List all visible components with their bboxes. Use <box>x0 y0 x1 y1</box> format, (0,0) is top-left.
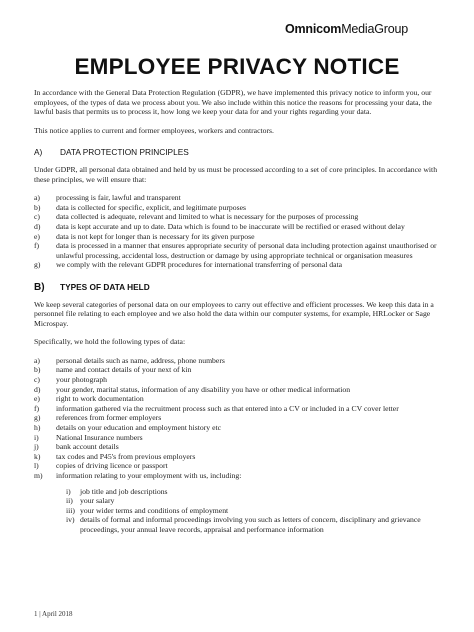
list-item: m) information relating to your employment with us, including: i) job title and job descriptions ii) your salary iii) your wider terms and conditions of employment iv) details of formal and informal proceedings involving you such as letters of concern, disciplinary and grievance proceedings, your annual leave records, appraisal and performance information <box>34 471 444 535</box>
list-item: i) National Insurance numbers <box>34 432 143 442</box>
list-item: c) your photograph <box>34 375 108 385</box>
list-item: d) your gender, marital status, information of any disability you have or other medical information <box>34 384 351 394</box>
list-item: a) processing is fair, lawful and transparent <box>34 193 181 203</box>
section-a-text: Under GDPR, all personal data obtained and held by us must be processed according to a set of core principles. In accordance with these principles, we will ensure that: <box>34 164 438 184</box>
list-item: k) tax codes and P45's from previous employers <box>34 451 196 461</box>
list-item: e) data is not kept for longer than is necessary for its given purpose <box>34 231 255 241</box>
logo-regular-text: MediaGroup <box>341 22 408 36</box>
section-b-lead: Specifically, we hold the following types of data: <box>34 337 186 347</box>
employment-info-sublist <box>66 487 444 535</box>
sublist-item: iii) your wider terms and conditions of employment <box>66 505 229 515</box>
list-item: g) we comply with the relevant GDPR procedures for international transferring of personal data <box>34 260 343 270</box>
list-item: g) references from former employers <box>34 413 162 423</box>
document-body <box>34 88 444 543</box>
sublist-item: i) job title and job descriptions <box>66 486 168 496</box>
section-a-heading <box>34 148 444 158</box>
section-letter: B) <box>34 281 45 293</box>
page-footer: 1 | April 2018 <box>34 610 73 618</box>
section-title: TYPES OF DATA HELD <box>60 281 150 292</box>
intro-paragraph: In accordance with the General Data Protection Regulation (GDPR), we have implemented this privacy notice to inform you, our employees, of the types of data we process about you. We also include within this notice the reasons for processing your data, the lawful basis that permits us to process it, how long we keep your data for and your rights regarding your data. <box>34 88 432 117</box>
list-item: a) personal details such as name, address, phone numbers <box>34 355 225 365</box>
list-item: h) details on your education and employment history etc <box>34 423 222 433</box>
section-b-heading <box>34 283 444 293</box>
list-item: d) data is kept accurate and up to date. Data which is found to be inaccurate will be rectified or erased without delay <box>34 221 405 231</box>
list-item: l) copies of driving licence or passport <box>34 461 168 471</box>
principles-list <box>34 193 444 270</box>
list-item: e) right to work documentation <box>34 394 144 404</box>
section-title: DATA PROTECTION PRINCIPLES <box>60 147 189 158</box>
logo-bold-text: Omnicom <box>284 22 342 36</box>
section-letter: A) <box>34 147 43 158</box>
section-b-text: We keep several categories of personal data on our employees to carry out effective and efficient processes. We keep this data in a personnel file relating to each employee and we also hold the data within our computer systems, for example, HRLocker or Sage Microspay. <box>34 299 434 328</box>
data-types-list <box>34 356 444 535</box>
list-item: f) data is processed in a manner that ensures appropriate security of personal data including protection against unauthorised or unlawful processing, accidental loss, destruction or damage by using appropriate technical or organisation measures <box>34 241 437 260</box>
list-item: f) information gathered via the recruitment process such as that entered into a CV or included in a CV cover letter <box>34 403 399 413</box>
sublist-item: ii) your salary <box>66 496 115 506</box>
list-item: b) name and contact details of your next of kin <box>34 365 192 375</box>
list-item: c) data collected is adequate, relevant and limited to what is necessary for the purposes of processing <box>34 212 359 222</box>
document-title: EMPLOYEE PRIVACY NOTICE <box>74 54 400 79</box>
sublist-item: iv) details of formal and informal proceedings involving you such as letters of concern, disciplinary and grievance proceedings, your annual leave records, appraisal and performance information <box>66 515 421 534</box>
company-logo <box>285 22 408 36</box>
list-item: b) data is collected for specific, explicit, and legitimate purposes <box>34 202 246 212</box>
intro-paragraph: This notice applies to current and former employees, workers and contractors. <box>34 125 274 135</box>
list-item: j) bank account details <box>34 442 119 452</box>
